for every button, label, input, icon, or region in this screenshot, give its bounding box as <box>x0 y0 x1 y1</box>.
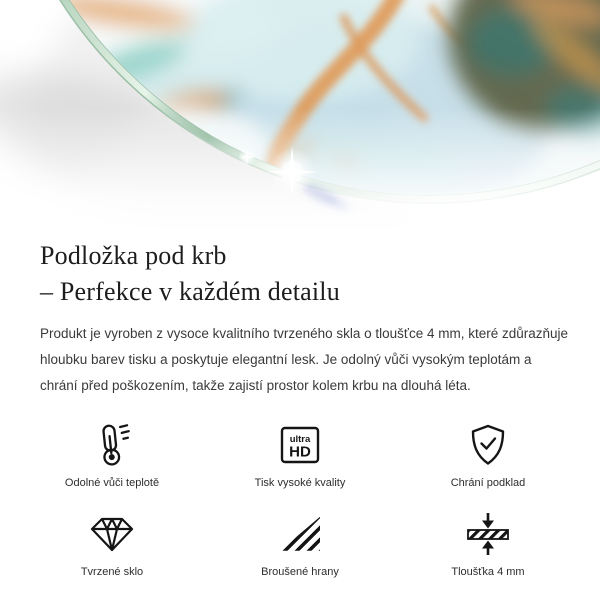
feature-label: Odolné vůči teplotě <box>64 476 160 489</box>
product-photo <box>0 0 600 235</box>
page-title <box>40 238 560 311</box>
ultra-hd-icon-text-top: ultra <box>289 433 311 445</box>
feature-label: Chrání podklad <box>450 476 526 489</box>
feature-label: Tvrzené sklo <box>80 565 144 578</box>
ultra-hd-icon <box>278 422 322 468</box>
product-description: Produkt je vyroben z vysoce kvalitního tvrzeného skla o tloušťce 4 mm, které zdůrazňuje hloubku barev tisku a poskytuje elegantní lesk. Je odolný vůči vysokým teplotám a chrání před poškozením, takže zajistí prostor kolem krbu na dlouhá léta. <box>40 325 569 394</box>
feature-heat-resistant <box>18 422 206 489</box>
feature-label: Tisk vysoké kvality <box>254 476 346 489</box>
feature-polished-edges <box>206 511 394 578</box>
shield-check-icon <box>468 422 508 468</box>
feature-label: Broušené hrany <box>261 565 339 578</box>
features-grid <box>18 422 582 578</box>
thickness-4mm-icon <box>465 511 511 557</box>
beveled-edge-stripes <box>280 517 320 551</box>
diamond-icon <box>89 511 135 557</box>
ultra-hd-icon-text-bottom: HD <box>289 443 311 461</box>
beveled-edge-icon <box>280 511 320 557</box>
feature-thickness <box>394 511 582 578</box>
page-title-line1: Podložka pod krb <box>40 241 227 270</box>
feature-tempered-glass <box>18 511 206 578</box>
hero-section <box>0 0 600 235</box>
feature-label: Tloušťka 4 mm <box>451 565 525 578</box>
thermometer-icon <box>92 422 132 468</box>
feature-print-quality <box>206 422 394 489</box>
page-title-line2: – Perfekce v každém detailu <box>40 277 340 307</box>
feature-protects-base <box>394 422 582 489</box>
